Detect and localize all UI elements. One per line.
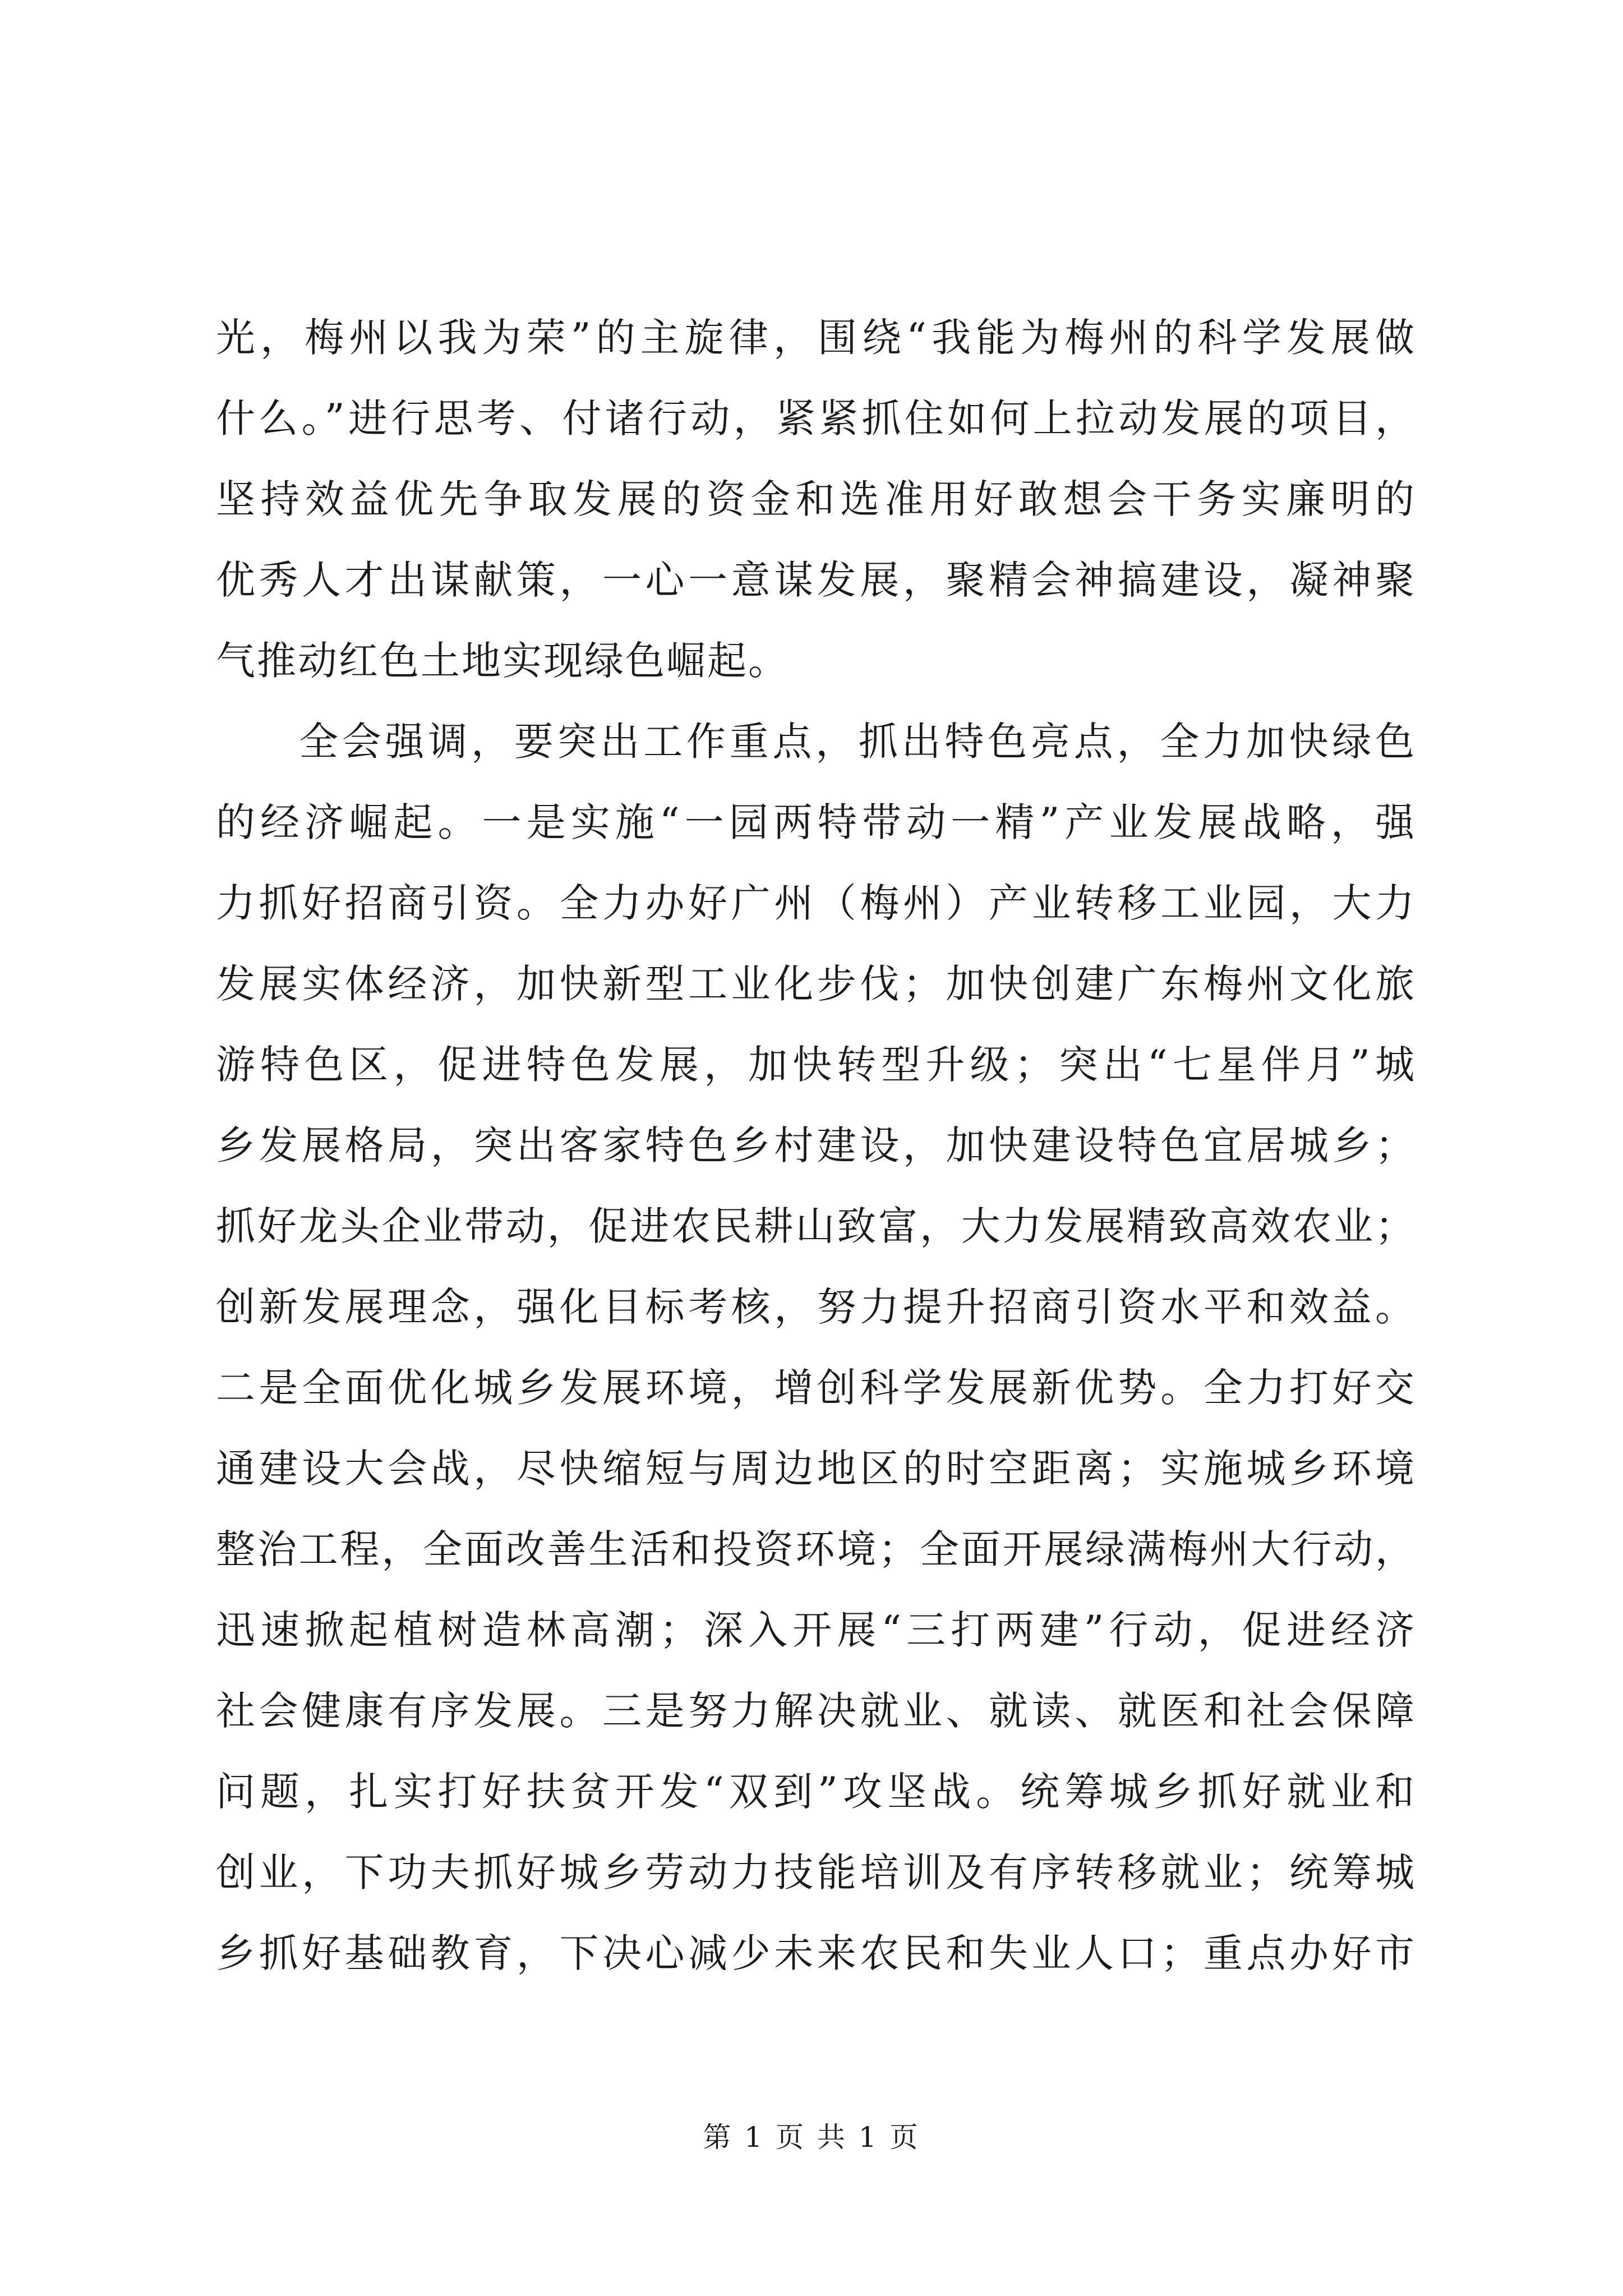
body-text: [216, 297, 1416, 1994]
text-line: 光，梅州以我为荣”的主旋律，围绕“我能为梅州的科学发展做: [216, 315, 1416, 361]
text-line: 创新发展理念，强化目标考核，努力提升招商引资水平和效益。: [216, 1284, 1416, 1330]
text-line: 迅速掀起植树造林高潮；深入开展“三打两建”行动，促进经济: [216, 1607, 1416, 1653]
text-line: 乡发展格局，突出客家特色乡村建设，加快建设特色宜居城乡；: [216, 1122, 1416, 1168]
text-line: 抓好龙头企业带动，促进农民耕山致富，大力发展精致高效农业；: [216, 1203, 1416, 1249]
page-footer: [0, 2115, 1623, 2155]
text-line: 力抓好招商引资。全力办好广州（梅州）产业转移工业园，大力: [216, 880, 1416, 926]
page-number: 第 1 页 共 1 页: [703, 2121, 920, 2154]
text-line: 乡抓好基础教育，下决心减少未来农民和失业人口；重点办好市: [216, 1930, 1416, 1976]
text-line: 问题，扎实打好扶贫开发“双到”攻坚战。统筹城乡抓好就业和: [216, 1769, 1416, 1815]
text-line: 坚持效益优先争取发展的资金和选准用好敢想会干务实廉明的: [216, 476, 1416, 522]
text-line: 气推动红色土地实现绿色崛起。: [216, 638, 789, 684]
text-line: 优秀人才出谋献策，一心一意谋发展，聚精会神搞建设，凝神聚: [216, 557, 1416, 603]
text-line: 通建设大会战，尽快缩短与周边地区的时空距离；实施城乡环境: [216, 1446, 1416, 1492]
text-line: 整治工程，全面改善生活和投资环境；全面开展绿满梅州大行动，: [216, 1526, 1416, 1572]
text-line: 全会强调，要突出工作重点，抓出特色亮点，全力加快绿色: [299, 719, 1416, 765]
text-line: 游特色区，促进特色发展，加快转型升级；突出“七星伴月”城: [216, 1042, 1416, 1088]
text-line: 社会健康有序发展。三是努力解决就业、就读、就医和社会保障: [216, 1688, 1416, 1734]
text-line: 二是全面优化城乡发展环境，增创科学发展新优势。全力打好交: [216, 1365, 1416, 1411]
text-line: 创业，下功夫抓好城乡劳动力技能培训及有序转移就业；统筹城: [216, 1849, 1416, 1895]
text-line: 发展实体经济，加快新型工业化步伐；加快创建广东梅州文化旅: [216, 961, 1416, 1007]
text-line: 的经济崛起。一是实施“一园两特带动一精”产业发展战略，强: [216, 799, 1416, 845]
text-line: 什么。”进行思考、付诸行动，紧紧抓住如何上拉动发展的项目，: [216, 395, 1416, 441]
